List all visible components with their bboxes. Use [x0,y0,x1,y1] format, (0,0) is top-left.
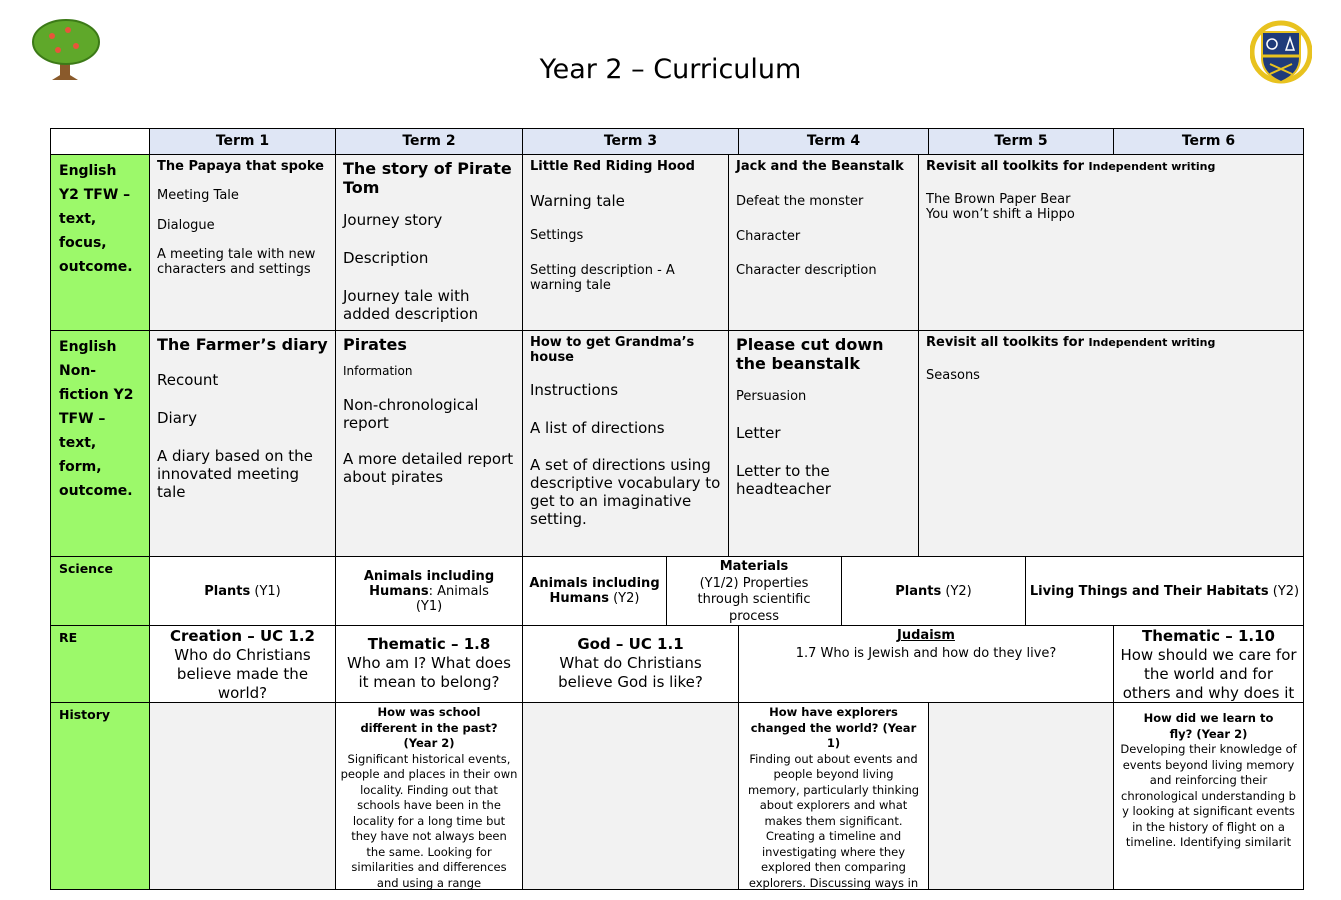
unit-title: Jack and the Beanstalk [736,159,904,174]
header-term-1: Term 1 [149,128,336,155]
science-cell-2 [335,556,523,626]
unit-title-small: Independent writing [1088,336,1216,349]
science-cell-3 [522,556,667,626]
re-unit-question: Who do Christians believe made the world? [174,646,311,702]
unit-line: Dialogue [157,218,215,233]
fiction-term-1 [149,154,336,331]
science-topic [1030,584,1299,599]
re-term-6 [1113,625,1304,703]
unit-line: A set of directions using descriptive vocabulary to get to an imaginative setting. [530,456,721,528]
row-label-text: Science [59,561,113,576]
re-unit-title: Creation – UC 1.2 [170,627,315,645]
science-topic-detail: (Y1/2) Properties through scientific process [697,575,811,624]
history-unit-title: How was school different in the past? (Year 2) [360,705,498,750]
fiction-term-2 [335,154,523,331]
unit-title: The Farmer’s diary [157,335,328,354]
unit-line: The Brown Paper Bear [926,192,1071,207]
re-unit-title: Thematic – 1.8 [367,635,491,653]
science-topic-name: Animals including Humans [363,568,495,599]
row-label-text: English Y2 TFW – text, focus, outcome. [59,163,133,275]
re-unit-title: Judaism [897,628,955,643]
row-label-text: RE [59,630,78,645]
unit-line: Letter [736,424,781,442]
unit-line: Recount [157,371,219,389]
science-cell-5 [841,556,1026,626]
re-term-2 [335,625,523,703]
re-unit-question: How should we care for the world and for others and why does it [1120,646,1297,702]
unit-title: Please cut down the beanstalk [736,335,884,373]
science-topic-detail: (Y2) [608,591,640,606]
unit-line: Instructions [530,381,619,399]
unit-line: Non-chronological report [343,396,479,432]
history-term-6 [1113,702,1304,890]
header-term-5: Term 5 [928,128,1114,155]
nonfiction-term-4 [728,330,919,557]
unit-line: Warning tale [530,192,625,210]
science-topic-detail: (Y1) [250,583,281,599]
unit-line: Information [343,364,413,378]
fiction-term-4 [728,154,919,331]
unit-title-small: Independent writing [1088,160,1216,173]
fiction-term-3 [522,154,729,331]
history-term-1 [149,702,336,890]
re-term-4-5 [738,625,1114,703]
re-unit-question: 1.7 Who is Jewish and how do they live? [795,646,1057,661]
unit-title [926,335,1296,350]
history-unit-text: Significant historical events, people and places in their own locality. Finding out that schools have been in the locality for a long time but they have not always been the same. Looking for similarities and differences and using a range [340,751,518,890]
history-term-3 [522,702,739,890]
re-term-3 [522,625,739,703]
science-topic-name: Plants [204,583,251,599]
science-topic [895,584,971,599]
science-cell-1 [149,556,336,626]
unit-title: The Papaya that spoke [157,159,324,174]
unit-line: A diary based on the innovated meeting tale [157,447,313,501]
page-title: Year 2 – Curriculum [539,54,802,85]
row-label-text: English Non-fiction Y2 TFW – text, form, outcome. [59,339,134,499]
unit-title [926,159,1296,174]
row-label-science [50,556,150,626]
unit-line: Settings [530,228,584,243]
header-term-2: Term 2 [335,128,523,155]
unit-line: Persuasion [736,389,807,404]
unit-line: Letter to the headteacher [736,462,831,498]
science-topic-name: Living Things and Their Habitats [1029,583,1269,599]
history-unit-title: How did we learn to fly? (Year 2) [1143,711,1274,741]
fiction-term-5-6 [918,154,1304,331]
row-label-history [50,702,150,890]
row-label-re [50,625,150,703]
nonfiction-term-2 [335,330,523,557]
unit-title: Pirates [343,335,407,354]
row-label-english-nonfiction [50,330,150,557]
unit-line: Character description [736,263,877,278]
unit-title-main: Revisit all toolkits for [926,335,1085,350]
science-cell-4 [666,556,842,626]
header-term-6: Term 6 [1113,128,1304,155]
unit-line: Journey story [343,211,443,229]
unit-line: Defeat the monster [736,194,864,209]
history-unit-text: Developing their knowledge of events beyond living memory and reinforcing their chronological understanding b y looking at significant events in the history of flight on a timeline. Identifying similarit [1120,742,1297,849]
science-topic-name: Materials [719,559,789,574]
header-term-3: Term 3 [522,128,739,155]
history-term-2 [335,702,523,890]
re-unit-question: Who am I? What does it mean to belong? [347,654,511,691]
unit-title-main: Revisit all toolkits for [926,159,1085,174]
unit-line: Meeting Tale [157,188,239,203]
history-term-5 [928,702,1114,890]
science-topic-detail: : Animals (Y1) [415,583,489,614]
unit-line: Diary [157,409,197,427]
science-topic-name: Animals including Humans [529,576,660,606]
science-topic [523,576,666,606]
science-topic-name: Plants [895,583,942,599]
science-topic [204,584,280,599]
unit-line: You won’t shift a Hippo [926,207,1075,222]
unit-title: Little Red Riding Hood [530,159,695,174]
history-unit-title: How have explorers changed the world? (Year 1) [750,705,917,750]
unit-title: The story of Pirate Tom [343,159,512,197]
unit-line: Description [343,249,429,267]
re-term-1 [149,625,336,703]
row-label-text: History [59,707,111,722]
science-topic-detail: (Y2) [941,583,972,599]
unit-line: A meeting tale with new characters and settings [157,247,316,277]
re-unit-title: Thematic – 1.10 [1142,627,1275,645]
unit-line: Journey tale with added description [343,287,479,323]
nonfiction-term-3 [522,330,729,557]
history-unit-text: Finding out about events and people beyond living memory, particularly thinking about explorers and what makes them significant. Creating a timeline and investigating where they explored then comparing explorers. Discussing ways in [747,751,920,890]
history-term-4 [738,702,929,890]
unit-line: A more detailed report about pirates [343,450,514,486]
unit-line: Character [736,229,801,244]
unit-line: Seasons [926,368,980,383]
unit-line: A list of directions [530,419,665,437]
re-unit-title: God – UC 1.1 [577,635,684,653]
nonfiction-term-5-6 [918,330,1304,557]
science-topic-detail: (Y2) [1268,583,1300,599]
nonfiction-term-1 [149,330,336,557]
science-topic [362,569,496,614]
header-term-4: Term 4 [738,128,929,155]
row-label-english-fiction [50,154,150,331]
unit-line: Setting description - A warning tale [530,263,675,293]
re-unit-question: What do Christians believe God is like? [558,654,703,691]
unit-title: How to get Grandma’s house [530,335,695,365]
header-corner [50,128,150,155]
science-cell-6 [1025,556,1304,626]
